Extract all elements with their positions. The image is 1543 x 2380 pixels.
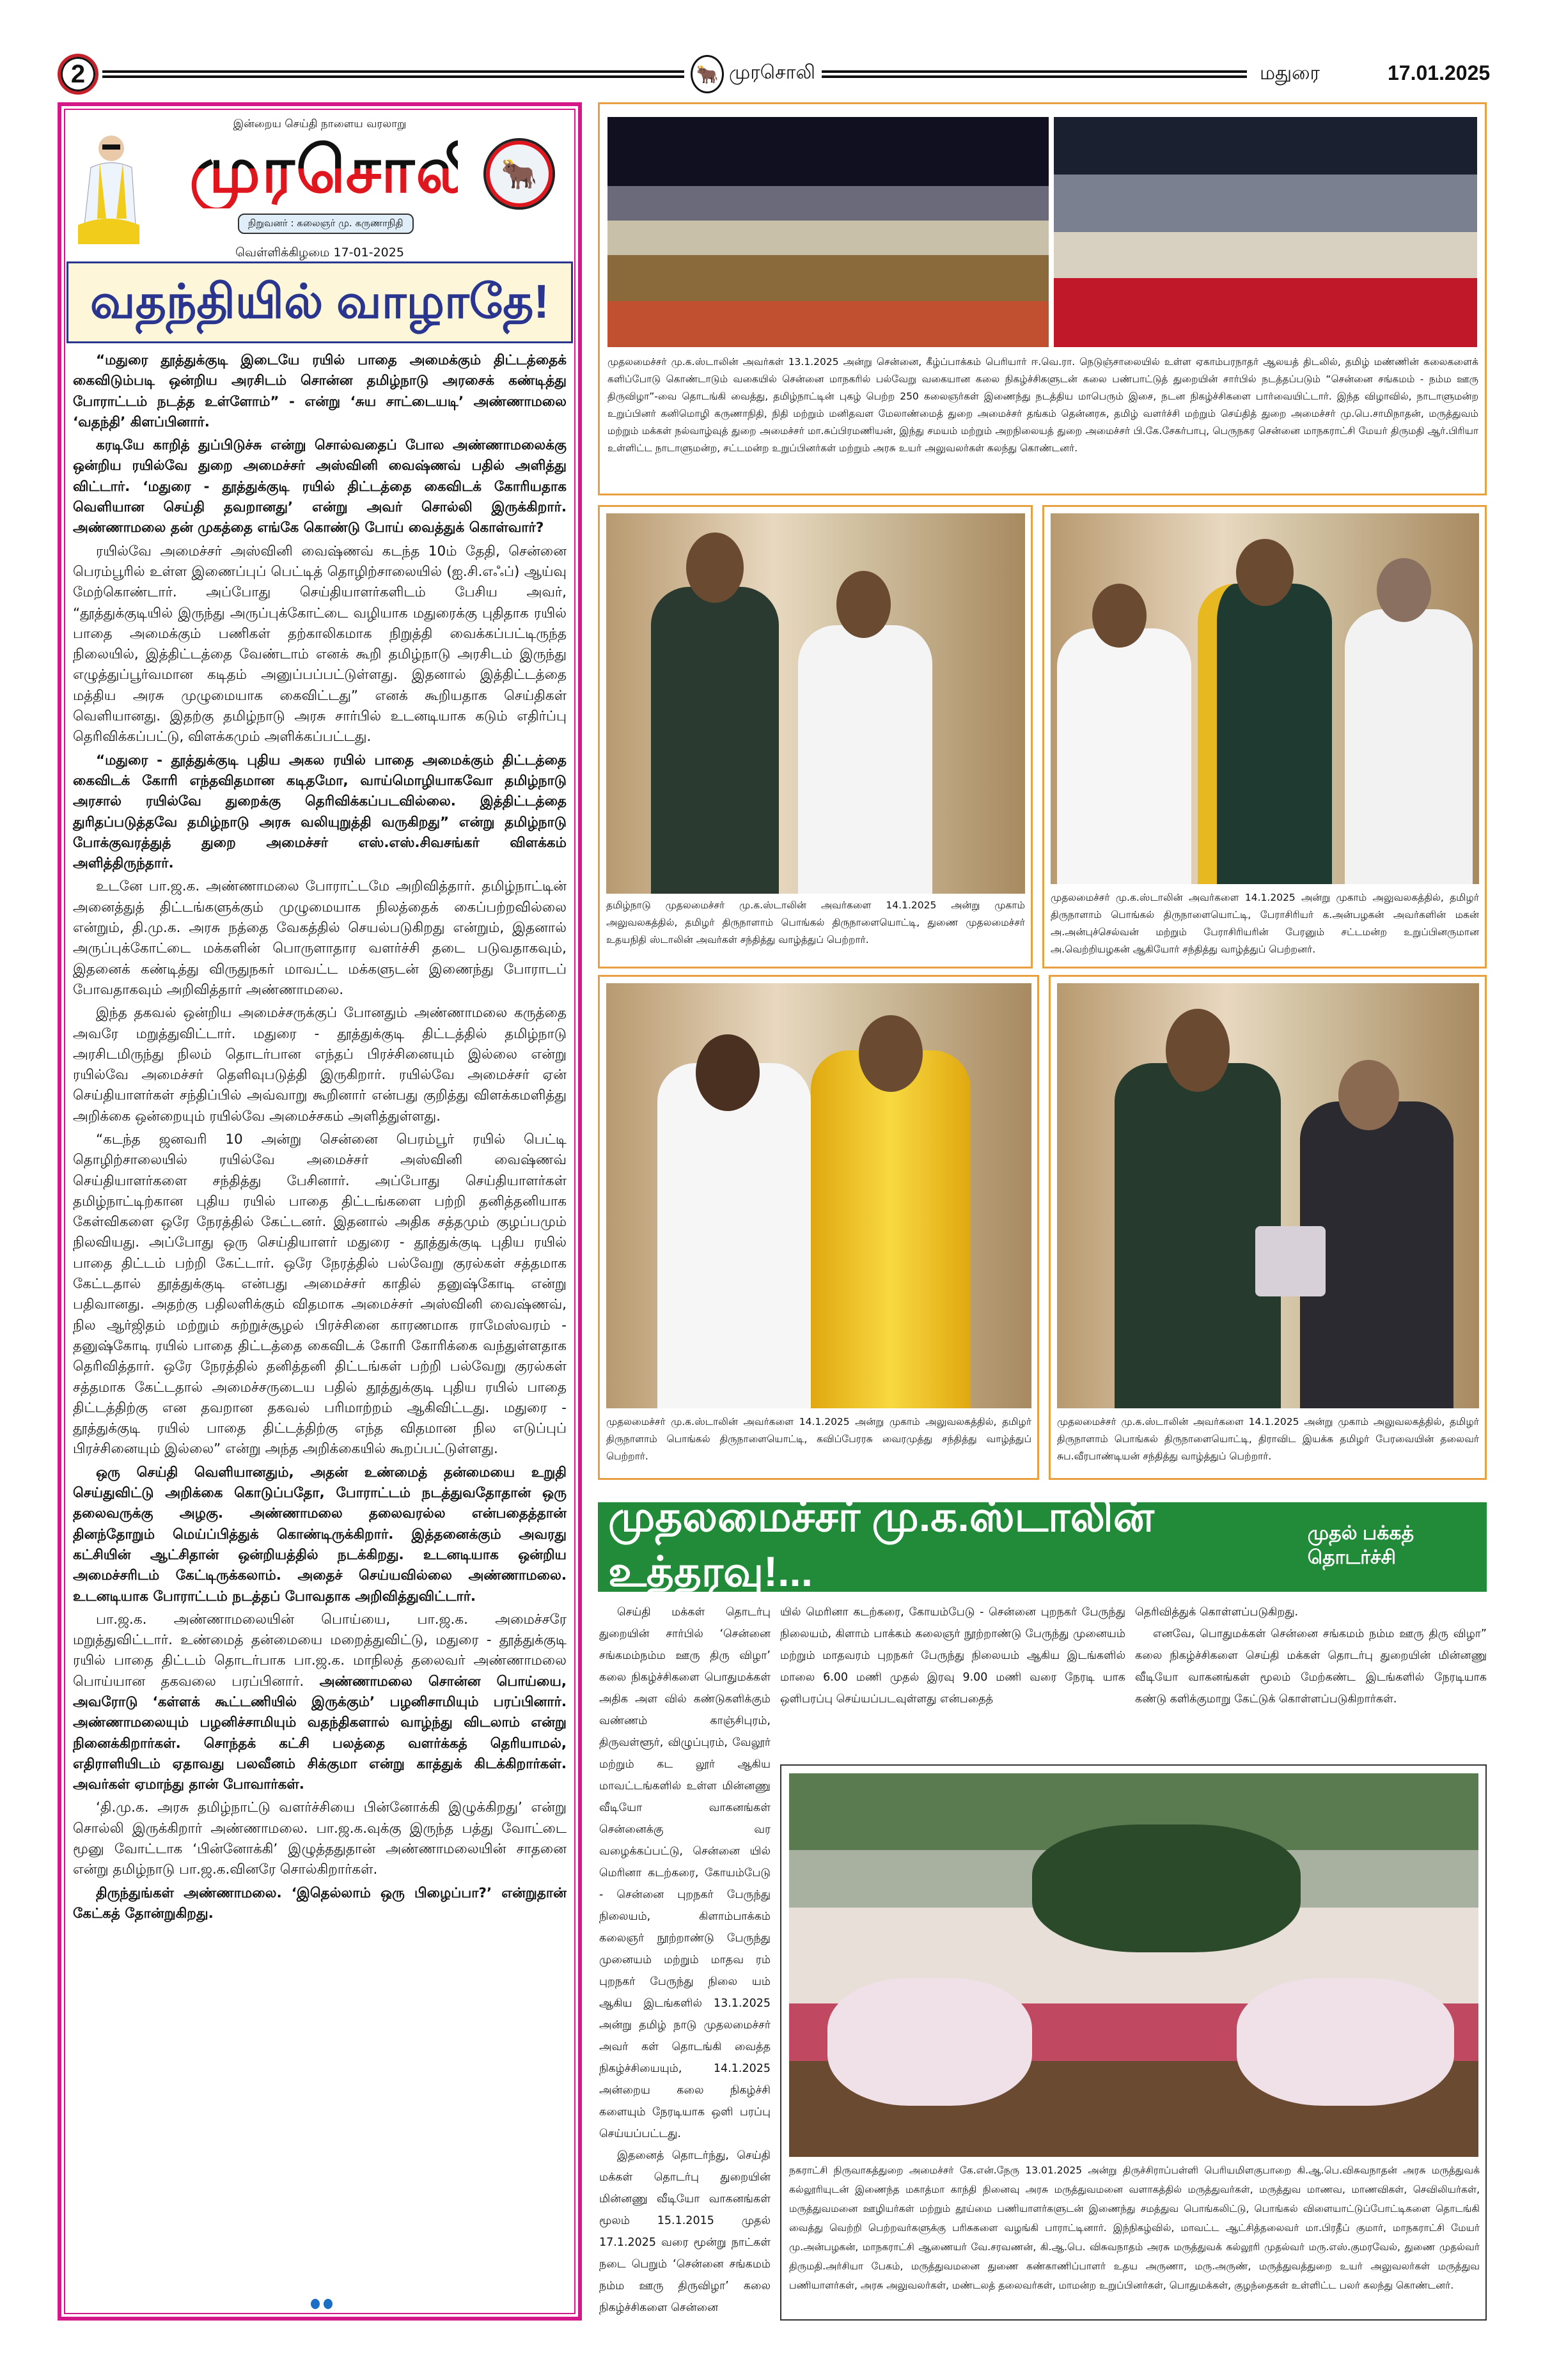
editorial-box	[58, 102, 582, 2321]
header-rule-right	[822, 70, 1247, 78]
article-column-3	[1135, 1601, 1487, 1710]
editorial-body	[73, 350, 567, 1927]
article-text: இதனைத் தொடர்ந்து, செய்தி மக்கள் தொடர்பு துறையின் மின்னணு வீடியோ வாகனங்கள் மூலம் 15.1.2015 முதல் 17.1.2025 வரை மூன்று நாட்கள் நடை பெறும் ‘சென்னை சங்கமம் நம்ம ஊரு திருவிழா’ கலை நிகழ்ச்சிகளை சென்னை	[599, 2149, 771, 2314]
page-number: 2	[58, 54, 98, 95]
paragraph: “கடந்த ஜனவரி 10 அன்று சென்னை பெரம்பூர் ரயில் பெட்டி தொழிற்சாலையில் ரயில்வே அமைச்சர் அஸ்வினி வைஷ்ணவ் செய்தியாளர்களை சந்தித்து பேசினார். அப்போது செய்தியாளர்கள் தமிழ்நாட்டிற்கான புதிய ரயில் பாதை திட்டங்களை பற்றி தனித்தனியாக கேள்விகளை ஒரே நேரத்தில் கேட்டனர். இதனால் அதிக சத்தமும் குழப்பமும் நிலவியது. அப்போது ஒரு செய்தியாளர் மதுரை - தூத்துக்குடி புதிய ரயில் பாதை திட்டம் பற்றி கேட்டார். ஒரே நேரத்தில் பல்வேறு குரல்கள் சத்தமாக கேட்டதால் தூத்துக்குடி என்பது அமைச்சர் காதில் தனுஷ்கோடி என்று பதிவானது. அதற்கு பதிலளிக்கும் விதமாக அமைச்சர் அஸ்வினி வைஷ்ணவ், நில ஆர்ஜிதம் மற்றும் சுற்றுச்சூழல் பிரச்சினை காரணமாக ராமேஸ்வரம் - தனுஷ்கோடி ரயில் பாதை திட்டத்தை கைவிடக் கோரி கோரிக்கை வந்துள்ளதாக தெரிவித்தார். ஒரே நேரத்தில் தனித்தனி திட்டங்கள் பற்றி பல்வேறு குரல்கள் சத்தமாக கேட்டதால் அமைச்சருடைய பதில் தூத்துக்குடி புதிய ரயில் பாதை திட்டத்திற்கு என தவறான தகவல் பரிமாற்றம் ஆகிவிட்டது. மதுரை - தூத்துக்குடி ரயில் பாதை திட்டத்திற்கு எந்த விதமான நில எடுப்புப் பிரச்சினையும் இல்லை” என்று அந்த அறிக்கையில் கூறப்பட்டுள்ளது.	[73, 1131, 567, 1458]
photo-cm-with-udhayanidhi	[606, 513, 1025, 894]
photo-cm-with-suba-veerapandian	[1057, 983, 1479, 1408]
photo-box-udhayanidhi	[598, 505, 1033, 968]
paragraph-bold-part: அண்ணாமலை சொன்ன பொய்யை, அவரோடு ‘கள்ளக் கூட்டணியில் இருக்கும்’ பழனிசாமியும் பரப்பினார். அண்ணாமலையும் பழனிச்சாமியும் வதந்திகளால் வாழ்ந்து விடலாம் என்று நினைக்கிறார்கள். சொந்தக் கட்சி பலத்தை வளர்க்கத் தெரியாமல், எதிராளியிடம் ஏதாவது பலவீனம் சிக்குமா என்று காத்துக் கிடக்கிறார்கள். அவர்கள் ஏமாந்து தான் போவார்கள்.	[73, 1673, 567, 1793]
paragraph: ‘தி.மு.க. அரசு தமிழ்நாட்டு வளர்ச்சியை பின்னோக்கி இழுக்கிறது’ என்று சொல்லி இருக்கிறார் அண்ணாமலை. பா.ஜ.க.வுக்கு இருந்த பத்து வோட்டை மூனு வோட்டாக ‘பின்னோக்கி’ இழுத்ததுதான் அண்ணாமலையின் சாதனை என்று தமிழ்நாடு பா.ஜ.க.வினரே சொல்கிறார்கள்.	[73, 1800, 567, 1878]
page-header	[58, 50, 1491, 101]
kalaignar-illustration-icon	[78, 129, 139, 244]
edition-date: 17.01.2025	[1388, 61, 1491, 84]
paragraph: ரயில்வே அமைச்சர் அஸ்வினி வைஷ்ணவ் கடந்த 10ம் தேதி, சென்னை பெரம்பூரில் உள்ள இணைப்புப் பெட்டித் தொழிற்சாலையில் (ஐ.சி.எஃப்) ஆய்வு மேற்கொண்டார். அப்போது செய்தியாளர்களிடம் பேசிய அவர், “தூத்துக்குடியில் இருந்து அருப்புக்கோட்டை வழியாக மதுரைக்கு புதிதாக ரயில் பாதை அமைக்கும் பணிகள் தற்காலிகமாக நிறுத்தி வைக்கப்பட்டிருந்த நிலையில், இத்திட்டத்தை வேண்டாம் எனக் கூறி தமிழ்நாடு அரசிடம் இருந்து எழுத்துப்பூர்வமான கடிதம் அனுப்பப்பட்டுள்ளது. இதனால் இத்திட்டத்தை மத்திய அரசு முழுமையாக கைவிட்டது” எனக் கூறியதாக செய்திகள் வெளியானது. இதற்கு தமிழ்நாடு அரசு சார்பில் உடனடியாக கடும் எதிர்ப்பு தெரிவிக்கப்பட்டு, விளக்கமும் அளிக்கப்பட்டது.	[73, 543, 567, 745]
photo-vip-audience	[1054, 117, 1477, 347]
seal-bull-icon: 🐂	[483, 138, 555, 210]
paragraph: இந்த தகவல் ஒன்றிய அமைச்சருக்குப் போனதும் அண்ணாமலை கருத்தை அவரே மறுத்துவிட்டார். மதுரை - தூத்துக்குடி திட்டத்தில் தமிழ்நாடு அரசிடமிருந்து நிலம் தொடர்பான எந்தப் பிரச்சினையும் இல்லை என்று ரயில்வே அமைச்சர் தெளிவுபடுத்தி இருகிறார். ரயில்வே அமைச்சர் ஏன் செய்தியாளர்கள் சந்திப்பில் அவ்வாறு கூறினார் என்பது குறித்து விளக்கமளித்து அறிக்கை ஒன்றையும் ரயில்வே அமைச்சகம் அளித்துள்ளது.	[73, 1005, 567, 1124]
photo-box-trichy-pongal	[780, 1764, 1487, 2321]
photo-caption: முதலமைச்சர் மு.க.ஸ்டாலின் அவர்களை 14.1.2025 அன்று முகாம் அலுவலகத்தில், தமிழர் திருநாளாம் பொங்கல் திருநாளையொட்டி, பேராசிரியர் க.அன்பழகன் அவர்களின் மகன் அ.அன்புச்செல்வன் மற்றும் பேராசிரியரின் பேரனும் சட்டமன்ற உறுப்பினருமான அ.வெற்றியழகன் ஆகியோர் சந்தித்து வாழ்த்துப் பெற்றனர்.	[1051, 892, 1479, 955]
photo-caption: முதலமைச்சர் மு.க.ஸ்டாலின் அவர்களை 14.1.2025 அன்று முகாம் அலுவலகத்தில், தமிழர் திருநாளாம் பொங்கல் திருநாளையொட்டி, திராவிட இயக்க தமிழர் பேரவையின் தலைவர் சுப.வீரபாண்டியன் சந்தித்து வாழ்த்துப் பெற்றார்.	[1057, 1416, 1479, 1462]
photo-box-suba-veerapandian	[1049, 975, 1487, 1480]
photo-box-anbazhagan-family	[1042, 505, 1487, 968]
photo-caption: முதலமைச்சர் மு.க.ஸ்டாலின் அவர்களை 14.1.2025 அன்று முகாம் அலுவலகத்தில், தமிழர் திருநாளாம் பொங்கல் திருநாளையொட்டி, கவிப்பேரரசு வைரமுத்து சந்தித்து வாழ்த்துப் பெற்றார்.	[606, 1416, 1031, 1462]
founder-badge: நிறுவனர் : கலைஞர் மு. கருணாநிதி	[238, 214, 414, 234]
photo-caption: தமிழ்நாடு முதலமைச்சர் மு.க.ஸ்டாலின் அவர்களை 14.1.2025 அன்று முகாம் அலுவலகத்தில், தமிழர் திருநாளாம் பொங்கல் திருநாளையொட்டி, துணை முதலமைச்சர் உதயநிதி ஸ்டாலின் அவர்கள் சந்தித்து வாழ்த்துப் பெற்றார்.	[606, 899, 1025, 945]
paragraph: ஒரு செய்தி வெளியானதும், அதன் உண்மைத் தன்மையை உறுதி செய்துவிட்டு அறிக்கை கொடுப்பதோ, போராட்டம் நடத்துவதோதான் ஒரு தலைவருக்கு அழகு. அண்ணாமலை தலைவரல்ல என்பதைத்தான் தினந்தோறும் மெய்ப்பித்துக் கொண்டிருக்கிறார். இத்தனைக்கும் அவரது கட்சியின் ஆட்சிதான் ஒன்றியத்தில் நடக்கிறது. உடனடியாக ஒன்றிய அமைச்சரிடம் கேட்டிருக்கலாம். அதைச் செய்யவில்லை அண்ணாமலை. உடனடியாக போராட்டம் நடத்தப் போவதாக அறிவித்துவிட்டார்.	[73, 1464, 567, 1605]
paragraph: திருந்துங்கள் அண்ணாமலை. ‘இதெல்லாம் ஒரு பிழைப்பா?’ என்றுதான் கேட்கத் தோன்றுகிறது.	[73, 1885, 567, 1922]
photo-cm-with-anbazhagan-family	[1051, 513, 1479, 884]
photo-caption: நகராட்சி நிருவாகத்துறை அமைச்சர் கே.என்.நேரு 13.01.2025 அன்று திருச்சிராப்பள்ளி பெரியமிளகுபாறை கி.ஆ.பெ.விசுவநாதன் அரசு மருத்துவக் கல்லூரியுடன் இணைந்த மகாத்மா காந்தி நினைவு அரசு மருத்துவமனை வளாகத்தில் மருத்துவர்கள், மருத்துவ மாணவ, மாணவிகள், செவிலியர்கள், மருத்துவமனை ஊழியர்கள் மற்றும் தூய்மை பணியாளர்களுடன் இணைந்து சமத்துவ பொங்கலிட்டு, பொங்கல் விளையாட்டுப்போட்டிகளை தொடங்கி வைத்து வெற்றி பெற்றவர்களுக்கு பரிசுகளை வழங்கி பாராட்டினார். இந்நிகழ்வில், மாவட்ட ஆட்சித்தலைவர் மா.பிரதீப் குமார், மாநகராட்சி மேயர் மு.அன்பழகன், மாநகராட்சி ஆணையர் வே.சரவணன், கி.ஆ.பெ. விசுவநாதம் அரசு மருத்துவக் கல்லூரி முதல்வர் மரு.எஸ்.குமரவேல், துணை முதல்வர் திருமதி.அர்சியா பேகம், மருத்துவமனை துணை கண்காணிப்பாளர் உதய அருணா, மரு.அருண், மருத்துவத்துறை உயர் அலுவலர்கள் மருத்துவ பணியாளர்கள், அரசு அலுவலர்கள், மண்டலத் தலைவர்கள், மாமன்ற உறுப்பினர்கள், பொதுமக்கள், குழந்தைகள் உள்ளிட்ட பலர் கலந்து கொண்டனர்.	[789, 2165, 1480, 2291]
photo-cm-with-vairamuthu	[606, 983, 1031, 1408]
editorial-date: வெள்ளிக்கிழமை 17-01-2025	[235, 245, 404, 260]
article-banner	[598, 1493, 1487, 1595]
photo-caption: முதலமைச்சர் மு.க.ஸ்டாலின் அவர்கள் 13.1.2025 அன்று சென்னை, கீழ்ப்பாக்கம் பெரியார் ஈ.வெ.ரா. நெடுஞ்சாலையில் உள்ள ஏகாம்பரநாதர் ஆலயத் திடலில், தமிழ் மண்ணின் கலைகளைக் களிப்போடு கொண்டாடும் வகையில் சென்னை மாநகரில் பல்வேறு வகையான கலை நிகழ்ச்சிகளுடன் கலை பண்பாட்டுத் துறையின் சார்பில் நடத்தப்படும் “சென்னை சங்கமம் - நம்ம ஊரு திருவிழா”-வை தொடங்கி வைத்து, தமிழ்நாட்டின் புகழ் பெற்ற 250 கலைஞர்கள் இணைந்து நடத்திய மாபெரும் இசை, நடன நிகழ்ச்சிகளை பார்வையிட்டார். இந்த விழாவில், நாடாளுமன்ற உறுப்பினர் கனிமொழி கருணாநிதி, நிதி மற்றும் மனிதவள மேலாண்மைத் துறை அமைச்சர் தங்கம் தென்னரசு, தமிழ் வளர்ச்சி மற்றும் செய்தித் துறை அமைச்சர் மு.பெ.சாமிநாதன், மருத்துவம் மற்றும் மக்கள் நல்வாழ்வுத் துறை அமைச்சர் மா.சுப்பிரமணியன், இந்து சமயம் மற்றும் அறநிலையத் துறை அமைச்சர் பி.கே.சேகர்பாபு, பெருநகர சென்னை மாநகராட்சி மேயர் திருமதி ஆர்.பிரியா உள்ளிட்ட நாடாளுமன்ற, சட்டமன்ற உறுப்பினர்கள் மற்றும் அரசு உயர் அலுவலர்கள் கலந்து கொண்டனர்.	[607, 356, 1478, 454]
article-text: தெரிவித்துக் கொள்ளப்படுகிறது.	[1135, 1606, 1299, 1619]
edition-city: மதுரை	[1260, 63, 1320, 84]
article-column-2	[780, 1601, 1125, 1710]
paragraph-part: பா.ஜ.க. அண்ணாமலையின் பொய்யை, பா.ஜ.க. அமைச்சரே மறுத்துவிட்டார். உண்மைத் தன்மையை மறைத்துவிட்டு, மதுரை - தூத்துக்குடி ரயில் பாதை திட்டம் தொடர்பாக பா.ஜ.க. மாநிலத் தலைவர் அண்ணாமலை பொய்யான தகவலை பரப்பினார்.	[73, 1611, 567, 1690]
photo-box-vairamuthu	[598, 975, 1039, 1480]
photo-stage-performance	[607, 117, 1049, 347]
end-marks	[311, 2299, 333, 2309]
article-text: எனவே, பொதுமக்கள் சென்னை சங்கமம் நம்ம ஊரு திரு விழா” கலை நிகழ்ச்சிகளை செய்தி மக்கள் தொடர்பு துறையின் மின்னணு வீடியோ வாகனங்கள் மூலம் மேற்கண்ட இடங்களில் நேரடியாக கண்டு களிக்குமாறு கேட்டுக் கொள்ளப்படுகிறார்கள்.	[1135, 1628, 1487, 1706]
masthead: முரசொலி	[189, 132, 458, 208]
header-rule-left	[102, 70, 684, 78]
paragraph: உடனே பா.ஜ.க. அண்ணாமலை போராட்டமே அறிவித்தார். தமிழ்நாட்டின் அனைத்துத் திட்டங்களுக்கும் முழுமையாக நிலத்தைக் கைப்பற்றவில்லை என்றும், தி.மு.க. அரசு நத்தை வேகத்தில் செயல்படுகிறது என்றும், இதனால் அருப்புக்கோட்டை மக்களின் பொருளாதார வளர்ச்சி தடை படுவதாகவும், இதனைக் கண்டித்து விருதுநகர் மாவட்ட மக்களுடன் இணைந்து போராடப் போவதாகவும் அறிவித்தார் அண்ணாமலை.	[73, 878, 567, 998]
photo-box-chennai-sangamam	[598, 102, 1487, 495]
article-column-1	[599, 1601, 771, 2319]
continuation-label: முதல் பக்கத் தொடர்ச்சி	[1307, 1523, 1414, 1568]
article-text: யில் மெரினா கடற்கரை, கோயம்பேடு - சென்னை புறநகர் பேருந்து நிலையம், கிளாம் பாக்கம் கலைஞர் நூற்றாண்டு பேருந்து முனையம் மற்றும் மாதவரம் புறநகர் பேருந்து நிலையம் ஆகிய இடங்களில் மாலை 6.00 மணி முதல் இரவு 9.00 மணி வரை நேரடி யாக ஒளிபரப்பு செய்யப்படவுள்ளது என்பதைத்	[780, 1606, 1125, 1706]
article-headline: முதலமைச்சர் மு.க.ஸ்டாலின் உத்தரவு!...	[608, 1493, 1154, 1595]
bull-icon: 🐂	[691, 55, 724, 93]
paragraph: “மதுரை தூத்துக்குடி இடையே ரயில் பாதை அமைக்கும் திட்டத்தைக் கைவிடும்படி ஒன்றிய அரசிடம் சொன்ன தமிழ்நாடு அரசைக் கண்டித்து போராட்டம் நடத்த உள்ளோம்” - என்று ‘சுய சாட்டையடி’ அண்ணாமலை ‘வதந்தி’ கிளப்பினார்.	[73, 352, 567, 430]
editorial-headline: வதந்தியில் வாழாதே!	[67, 261, 573, 343]
article-text: செய்தி மக்கள் தொடர்பு துறையின் சார்பில் ‘சென்னை சங்கமம்நம்ம ஊரு திரு விழா’ கலை நிகழ்ச்சிகளை பொதுமக்கள் அதிக அள வில் கண்டுகளிக்கும் வண்ணம் காஞ்சிபுரம், திருவள்ளூர், விழுப்புரம், வேலூர் மற்றும் கட லூர் ஆகிய மாவட்டங்களில் உள்ள மின்னணு வீடியோ வாகனங்கள் சென்னைக்கு வர வழைக்கப்பட்டு, சென்னை யில் மெரினா கடற்கரை, கோயம்பேடு - சென்னை புறநகர் பேருந்து நிலையம், கிளாம்பாக்கம் கலைஞர் நூற்றாண்டு பேருந்து முனையம் மற்றும் மாதவ ரம் புறநகர் பேருந்து நிலை யம் ஆகிய இடங்களில் 13.1.2025 அன்று தமிழ் நாடு முதலமைச்சர் அவர் கள் தொடங்கி வைத்த நிகழ்ச்சியையும், 14.1.2025 அன்றைய கலை நிகழ்ச்சி களையும் நேரடியாக ஒளி பரப்பு செய்யப்பட்டது.	[599, 1606, 771, 2140]
paragraph: கரடியே காறித் துப்பிடுச்சு என்று சொல்வதைப் போல அண்ணாமலைக்கு ஒன்றிய ரயில்வே துறை அமைச்சர் அஸ்வினி வைஷ்ணவ் பதில் அளித்து விட்டார். ‘மதுரை - தூத்துக்குடி ரயில் திட்டத்தை கைவிடக் கோரியதாக வெளியான செய்தி தவறானது’ என்று அவர் சொல்லி இருக்கிறார். அண்ணாமலை தன் முகத்தை எங்கே கொண்டு போய் வைத்துக் கொள்வார்?	[73, 437, 567, 536]
paper-name: முரசொலி	[729, 62, 815, 83]
photo-pongal-bull-cart	[789, 1773, 1478, 2157]
tagline: இன்றைய செய்தி நாளைய வரலாறு	[233, 118, 407, 130]
paper-logo	[691, 55, 815, 93]
paragraph	[73, 1610, 567, 1796]
paragraph: “மதுரை - தூத்துக்குடி புதிய அகல ரயில் பாதை அமைக்கும் திட்டத்தை கைவிடக் கோரி எந்தவிதமான கடிதமோ, வாய்மொழியாகவோ தமிழ்நாடு அரசால் ரயில்வே துறைக்கு தெரிவிக்கப்படவில்லை. இத்திட்டத்தை துரிதப்படுத்தவே தமிழ்நாடு அரசு வலியுறுத்தி வருகிறது” என்று தமிழ்நாடு போக்குவரத்துத் துறை அமைச்சர் எஸ்.எஸ்.சிவசங்கர் விளக்கம் அளித்திருந்தார்.	[73, 752, 567, 872]
